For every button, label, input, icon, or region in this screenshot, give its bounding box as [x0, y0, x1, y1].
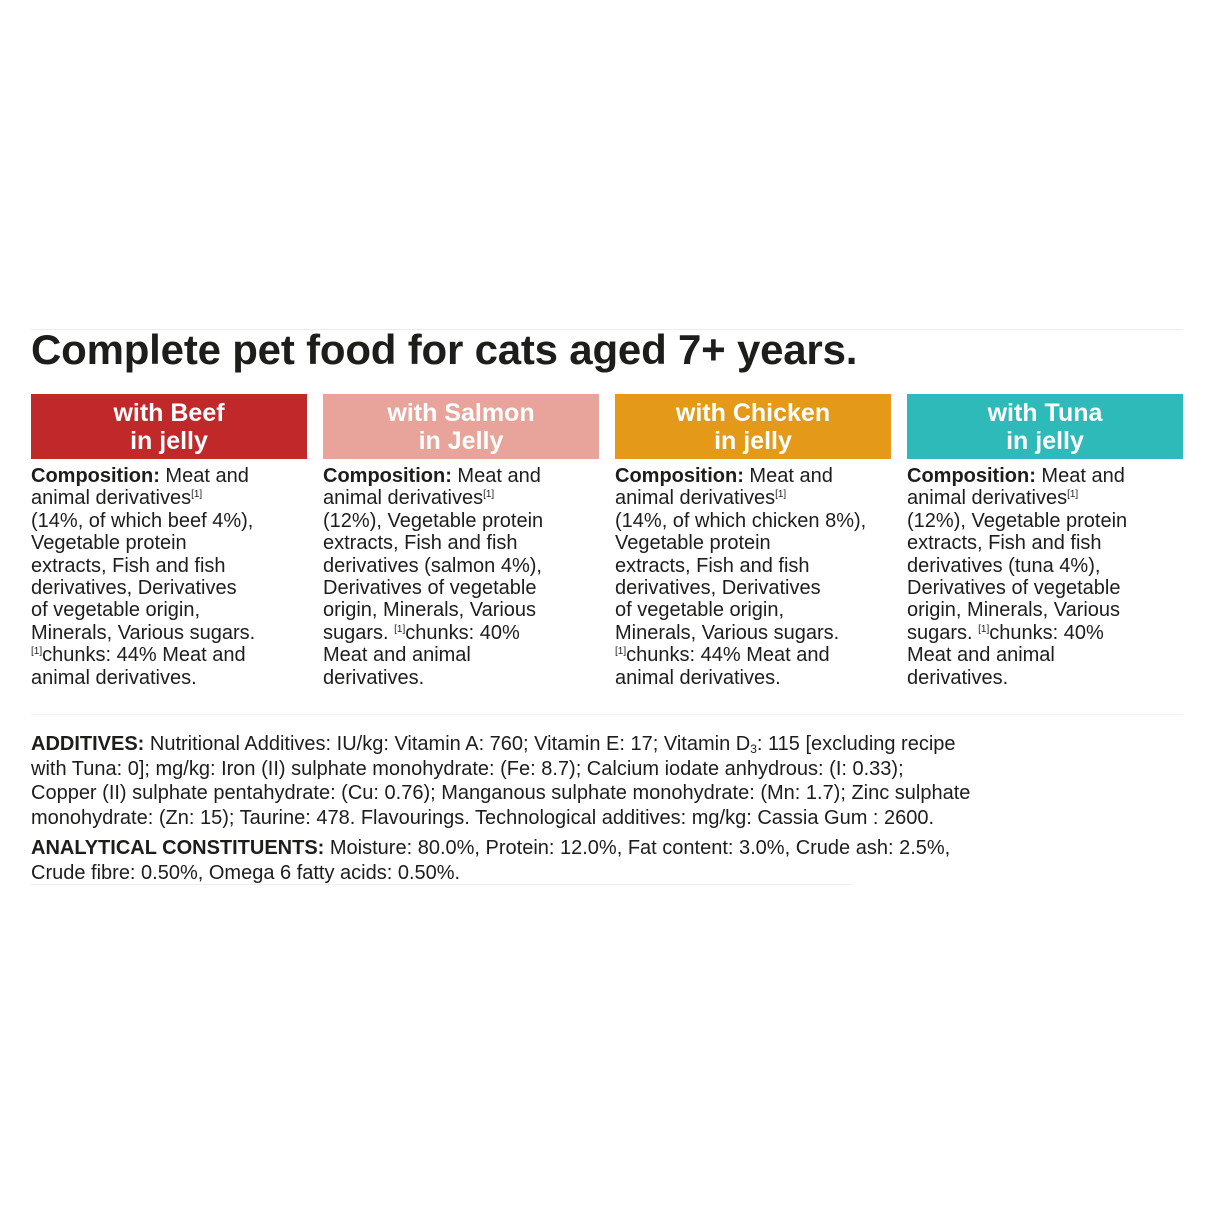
- composition-label: Composition:: [615, 465, 744, 487]
- footnote-mark: [1]: [775, 489, 787, 501]
- footnote-mark: [1]: [31, 646, 43, 658]
- variety-banner-line2: in jelly: [714, 426, 792, 455]
- composition-label: Composition:: [31, 465, 160, 487]
- bottom-divider: [31, 884, 851, 885]
- composition-label: Composition:: [907, 465, 1036, 487]
- footnote-mark: [1]: [615, 646, 627, 658]
- composition-text: Composition: Meat and animal derivatives[1] (12%), Vegetable protein extracts, Fish and fish derivatives (tuna 4%), Derivatives of vegetable origin, Minerals, Various sugars. [1]chunks: 40% Meat and animal derivatives.: [907, 465, 1128, 689]
- variety-banner-beef: [31, 394, 307, 459]
- variety-banner-salmon: [323, 394, 599, 459]
- composition-text: Composition: Meat and animal derivatives[1] (12%), Vegetable protein extracts, Fish and fish derivatives (salmon 4%), Derivatives of vegetable origin, Minerals, Various sugars. [1]chunks: 40% Meat and animal derivatives.: [323, 465, 544, 689]
- variety-banner-line2: in jelly: [130, 426, 208, 455]
- variety-columns: [31, 394, 1183, 694]
- composition-text: Composition: Meat and animal derivatives[1] (14%, of which chicken 8%), Vegetable protein extracts, Fish and fish derivatives, Derivatives of vegetable origin, Minerals, Various sugars. [1]chunks: 44% Meat and animal derivatives.: [615, 465, 867, 689]
- variety-banner-tuna: [907, 394, 1183, 459]
- variety-banner-line1: with Tuna: [987, 398, 1103, 427]
- additives-label: ADDITIVES:: [31, 733, 145, 755]
- variety-banner-chicken: [615, 394, 891, 459]
- analytical-constituents-paragraph: ANALYTICAL CONSTITUENTS: Moisture: 80.0%, Protein: 12.0%, Fat content: 3.0%, Crude ash: 2.5%, Crude fibre: 0.50%, Omega 6 fatty acids: 0.50%.: [31, 837, 951, 884]
- page-title: Complete pet food for cats aged 7+ years.: [31, 326, 858, 373]
- variety-banner-line1: with Beef: [113, 398, 225, 427]
- variety-column-beef: [31, 394, 307, 689]
- variety-column-tuna: [907, 394, 1183, 689]
- composition-label: Composition:: [323, 465, 452, 487]
- footnote-mark: [1]: [191, 489, 203, 501]
- variety-banner-line1: with Salmon: [387, 398, 535, 427]
- footnote-mark: [1]: [394, 623, 406, 635]
- footnote-mark: [1]: [1067, 489, 1079, 501]
- composition-text: Composition: Meat and animal derivatives[1] (14%, of which beef 4%), Vegetable protein extracts, Fish and fish derivatives, Derivatives of vegetable origin, Minerals, Various sugars. [1]chunks: 44% Meat and animal derivatives.: [31, 465, 256, 689]
- footnote-mark: [1]: [978, 623, 990, 635]
- analytical-label: ANALYTICAL CONSTITUENTS:: [31, 837, 325, 859]
- variety-banner-line2: in jelly: [1006, 426, 1084, 455]
- footnote-mark: [1]: [483, 489, 495, 501]
- section-divider: [31, 714, 1183, 715]
- variety-banner-line1: with Chicken: [675, 398, 831, 427]
- additives-paragraph: ADDITIVES: Nutritional Additives: IU/kg: Vitamin A: 760; Vitamin E: 17; Vitamin $D_3$: 115 [excluding recipe with Tuna: 0]; mg/kg: Iron (II) sulphate monohydrate: (Fe: 8.7); Calcium iodate anhydrous: (I: 0.33); Copper (II) sulphate pentahydrate: (Cu: 0.76); Manganous sulphate monohydrate: (Mn: 1.7); Zinc sulphate monohydrate: (Zn: 15); Taurine: 478. Flavourings. Technological additives: mg/kg: Cassia Gum : 2600.: [31, 733, 971, 829]
- variety-column-chicken: [615, 394, 891, 689]
- variety-banner-line2: in Jelly: [418, 426, 504, 455]
- variety-column-salmon: [323, 394, 599, 689]
